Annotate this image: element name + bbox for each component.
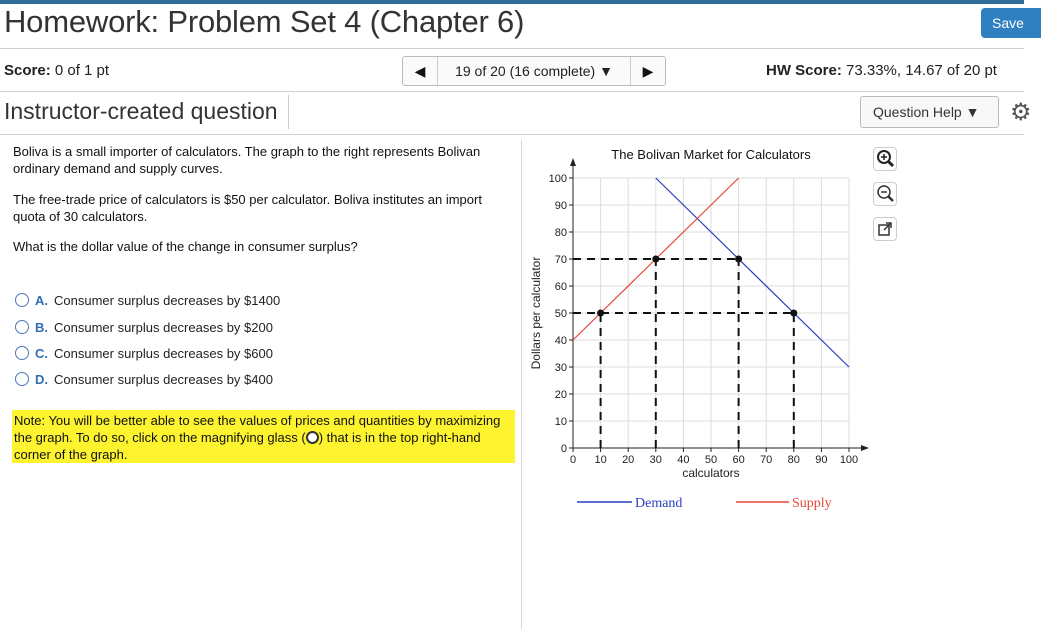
y-axis-label: Dollars per calculator [529,256,543,370]
score-display [4,62,109,79]
x-tick-label: 10 [594,454,607,466]
data-point [735,256,742,263]
question-position: 19 of 20 (16 complete) [455,63,596,79]
question-text-intro: Boliva is a small importer of calculators. The graph to the right represents Bolivan ordinary demand and supply curves. [13,144,481,176]
zoom-in-icon [874,148,896,170]
y-tick-label: 70 [554,254,567,266]
option-text: Consumer surplus decreases by $600 [54,346,273,361]
radio-button[interactable] [15,346,29,360]
x-tick-label: 100 [839,454,859,466]
x-tick-label: 80 [787,454,800,466]
next-question-button[interactable] [630,57,665,85]
demand-curve [656,178,849,367]
question-help-button[interactable] [860,96,999,128]
x-tick-label: 50 [704,454,718,466]
legend-label-demand: Demand [635,496,683,511]
y-tick-label: 50 [554,308,567,320]
x-tick-label: 0 [569,454,577,466]
next-arrow-icon: ▶ [642,63,654,79]
zoom-out-button[interactable] [873,182,897,206]
option-text: Consumer surplus decreases by $200 [54,320,273,335]
y-tick-label: 60 [554,281,567,293]
question-prompt: What is the dollar value of the change in consumer surplus? [13,239,358,254]
popout-button[interactable] [873,217,897,241]
y-axis-arrow [570,158,576,166]
answer-option-b[interactable] [15,320,273,335]
hw-score-display [766,62,997,79]
gear-icon[interactable]: ⚙ [1010,99,1032,126]
radio-button[interactable] [15,293,29,307]
y-tick-label: 80 [554,227,567,239]
divider [0,48,1024,49]
x-axis-arrow [861,445,869,451]
question-help-label: Question Help [873,104,962,120]
x-axis-label: calculators [682,466,740,480]
note-text-end: ) that is in the top right-hand corner of the graph. [14,430,481,462]
panel-divider [521,140,522,629]
question-type: Instructor-created question [4,98,278,124]
y-tick-label: 0 [560,443,567,455]
chevron-down-icon: ▼ [599,63,613,79]
popout-icon [874,218,896,240]
divider [0,91,1024,92]
data-point [652,256,659,263]
prev-arrow-icon: ◀ [414,63,426,79]
question-navigator [402,56,666,86]
question-selector[interactable] [439,57,629,85]
score-label: Score: [4,62,51,79]
zoom-out-icon [874,183,896,205]
zoom-in-button[interactable] [873,147,897,171]
x-tick-label: 20 [622,454,635,466]
previous-question-button[interactable] [403,57,438,85]
chevron-down-icon: ▼ [965,104,980,120]
magnifier-icon [306,431,319,444]
option-letter: A. [35,293,48,308]
y-tick-label: 40 [554,335,567,347]
option-letter: D. [35,372,48,387]
x-tick-label: 60 [732,454,745,466]
chart-title: The Bolivan Market for Calculators [611,147,811,162]
data-point [597,310,604,317]
question-text-setup: The free-trade price of calculators is $50 per calculator. Boliva institutes an import quota of 30 calculators. [13,192,482,224]
legend-label-supply: Supply [792,496,832,511]
hw-score-label: HW Score: [766,62,842,79]
y-tick-label: 90 [554,200,567,212]
x-tick-label: 70 [760,454,773,466]
option-text: Consumer surplus decreases by $400 [54,372,273,387]
option-letter: B. [35,320,48,335]
score-value: 0 of 1 pt [54,62,110,79]
x-tick-label: 90 [815,454,828,466]
answer-option-c[interactable] [15,346,273,361]
radio-button[interactable] [15,372,29,386]
y-tick-label: 30 [554,362,567,374]
radio-button[interactable] [15,320,29,334]
data-point [790,310,797,317]
x-tick-label: 40 [677,454,690,466]
y-tick-label: 10 [554,416,567,428]
note-text-start: Note: You will be better able to see the values of prices and quantities by maximizing the graph. To do so, click on the magnifying glass ( [14,413,501,445]
y-tick-label: 100 [548,173,567,185]
note-box [12,410,515,463]
save-button[interactable]: Save [981,8,1041,38]
divider [0,134,1024,135]
option-letter: C. [35,346,48,361]
market-graph [525,136,870,521]
answer-option-d[interactable] [15,372,273,387]
y-tick-label: 20 [554,389,567,401]
divider [288,95,289,129]
hw-score-value: 73.33%, 14.67 of 20 pt [846,62,997,79]
page-title: Homework: Problem Set 4 (Chapter 6) [4,4,525,39]
option-text: Consumer surplus decreases by $1400 [54,293,281,308]
answer-option-a[interactable] [15,293,280,308]
x-tick-label: 30 [649,454,662,466]
